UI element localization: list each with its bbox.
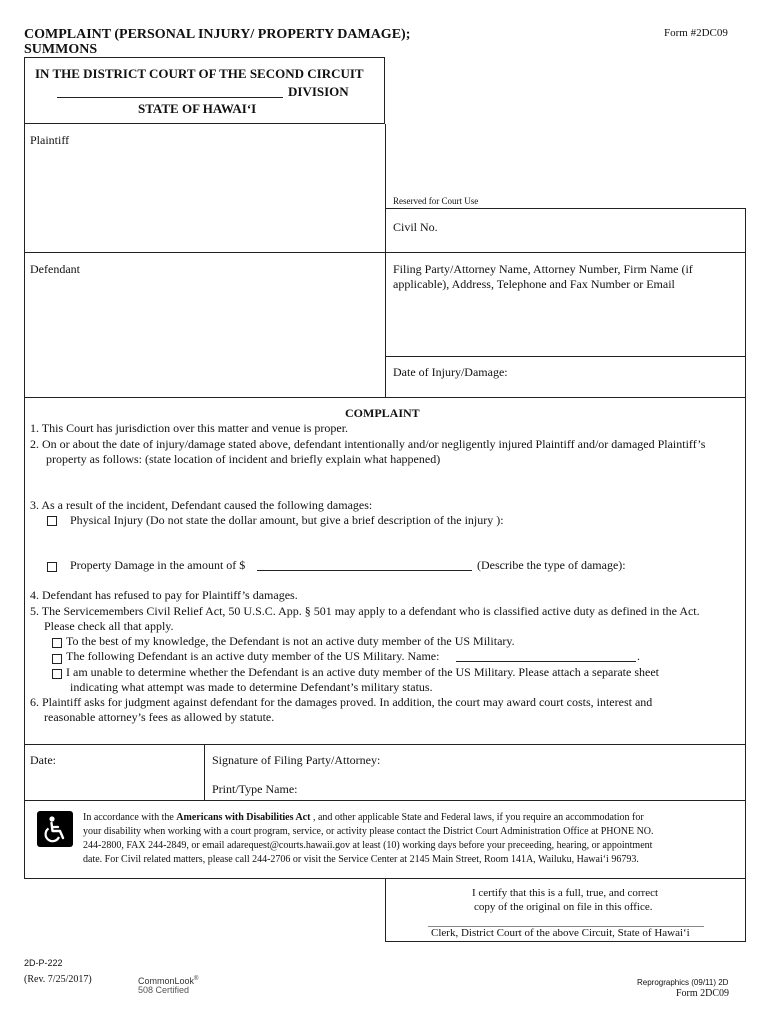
form-code: 2D-P-222 [24,958,63,968]
left-border [24,124,25,879]
plaintiff-label: Plaintiff [30,133,70,147]
defendant-label: Defendant [30,262,80,276]
physical-injury-field[interactable] [70,530,730,554]
civil-no-label: Civil No. [393,220,438,234]
active-duty-name-blank[interactable] [456,661,636,662]
reprographics: Reprographics (09/11) 2D [637,978,729,987]
unable-to-determine-checkbox[interactable] [52,669,62,679]
commonlook-logo: CommonLook® [138,976,199,986]
unable-to-determine-line1: I am unable to determine whether the Defendant is an active duty member of the US Military. Please attach a separate sheet [66,665,659,679]
form-number: Form #2DC09 [664,27,728,39]
complaint-heading: COMPLAINT [345,406,420,420]
print-name-field[interactable] [306,777,740,797]
property-damage-label: Property Damage in the amount of $ [70,558,246,572]
filing-party-field[interactable] [390,295,740,353]
active-duty-label: The following Defendant is an active duty member of the US Military. Name: [66,649,440,663]
court-name: IN THE DISTRICT COURT OF THE SECOND CIRCUIT [35,66,364,81]
form-title-line1: COMPLAINT (PERSONAL INJURY/ PROPERTY DAMAGE); [24,27,411,42]
form-title-line2: SUMMONS [24,42,98,57]
filing-party-line1: Filing Party/Attorney Name, Attorney Number, Firm Name (if [393,262,693,276]
describe-damage-label: (Describe the type of damage): [477,558,626,572]
date-label: Date: [30,753,56,767]
damage-amount-blank[interactable] [257,570,472,571]
signature-label: Signature of Filing Party/Attorney: [212,753,381,767]
footer-form-number: Form 2DC09 [676,988,730,999]
paragraph-6-line2: reasonable attorney’s fees as allowed by statute. [44,710,275,724]
certify-line1: I certify that this is a full, true, and correct [472,887,659,899]
print-name-label: Print/Type Name: [212,782,298,796]
plaintiff-field[interactable] [28,150,380,248]
signature-field[interactable] [390,750,740,772]
paragraph-1: 1. This Court has jurisdiction over this matter and venue is proper. [30,421,349,435]
not-active-duty-label: To the best of my knowledge, the Defendant is not an active duty member of the US Military. [66,634,515,648]
paragraph-2-line2: property as follows: (state location of incident and briefly explain what happened) [46,452,441,466]
active-duty-checkbox[interactable] [52,654,62,664]
wheelchair-icon [37,811,73,847]
incident-description-field[interactable] [46,468,736,496]
physical-injury-checkbox[interactable] [47,516,57,526]
paragraph-6-line1: 6. Plaintiff asks for judgment against defendant for the damages proved. In addition, the court may award court costs, interest and [30,695,653,709]
filing-party-line2: applicable), Address, Telephone and Fax Number or Email [393,277,675,291]
civil-no-field[interactable] [440,214,740,248]
ada-line3: 244-2800, FAX 244-2849, or email adarequest@courts.hawaii.gov at least (10) working days before your preceeding, hearing, or appointment [83,840,653,851]
date-of-injury-field[interactable] [520,360,740,392]
paragraph-4: 4. Defendant has refused to pay for Plaintiff’s damages. [30,588,298,602]
paragraph-2-line1: 2. On or about the date of injury/damage stated above, defendant intentionally and/or negligently injured Plaintiff and/or damaged Plaintiff’s [30,437,706,451]
clerk-label: Clerk, District Court of the above Circuit, State of Hawai‘i [431,927,690,939]
certify-line2: copy of the original on file in this office. [474,901,653,913]
paragraph-5-line2: Please check all that apply. [44,619,174,633]
not-active-duty-checkbox[interactable] [52,638,62,648]
paragraph-3: 3. As a result of the incident, Defendant caused the following damages: [30,498,373,512]
ada-line2: your disability when working with a court program, service, or activity please contact the District Court Administration Office at PHONE NO. [83,826,654,837]
division-label: DIVISION [288,84,349,99]
right-border [745,208,746,879]
unable-to-determine-line2: indicating what attempt was made to determine Defendant’s military status. [70,680,433,694]
ada-line4: date. For Civil related matters, please call 244-2706 or visit the Service Center at 2145 Main Street, Room 141A, Wailuku, Hawai‘i 96793. [83,854,639,865]
state-label: STATE OF HAWAI‘I [138,101,257,116]
date-field[interactable] [62,750,200,796]
defendant-field[interactable] [28,280,380,392]
ada-line1: In accordance with the Americans with Disabilities Act , and other applicable State and Federal laws, if you require an accommodation for [83,812,644,823]
date-of-injury-label: Date of Injury/Damage: [393,365,508,379]
physical-injury-label: Physical Injury (Do not state the dollar amount, but give a brief description of the injury ): [70,513,504,527]
certified-508: 508 Certified [138,985,190,995]
revision-date: (Rev. 7/25/2017) [24,974,92,985]
property-damage-checkbox[interactable] [47,562,57,572]
division-blank[interactable] [57,97,283,98]
paragraph-5-line1: 5. The Servicemembers Civil Relief Act, 50 U.S.C. App. § 501 may apply to a defendant who is classified active duty as defined in the Act. [30,604,700,618]
reserved-label: Reserved for Court Use [393,196,479,206]
